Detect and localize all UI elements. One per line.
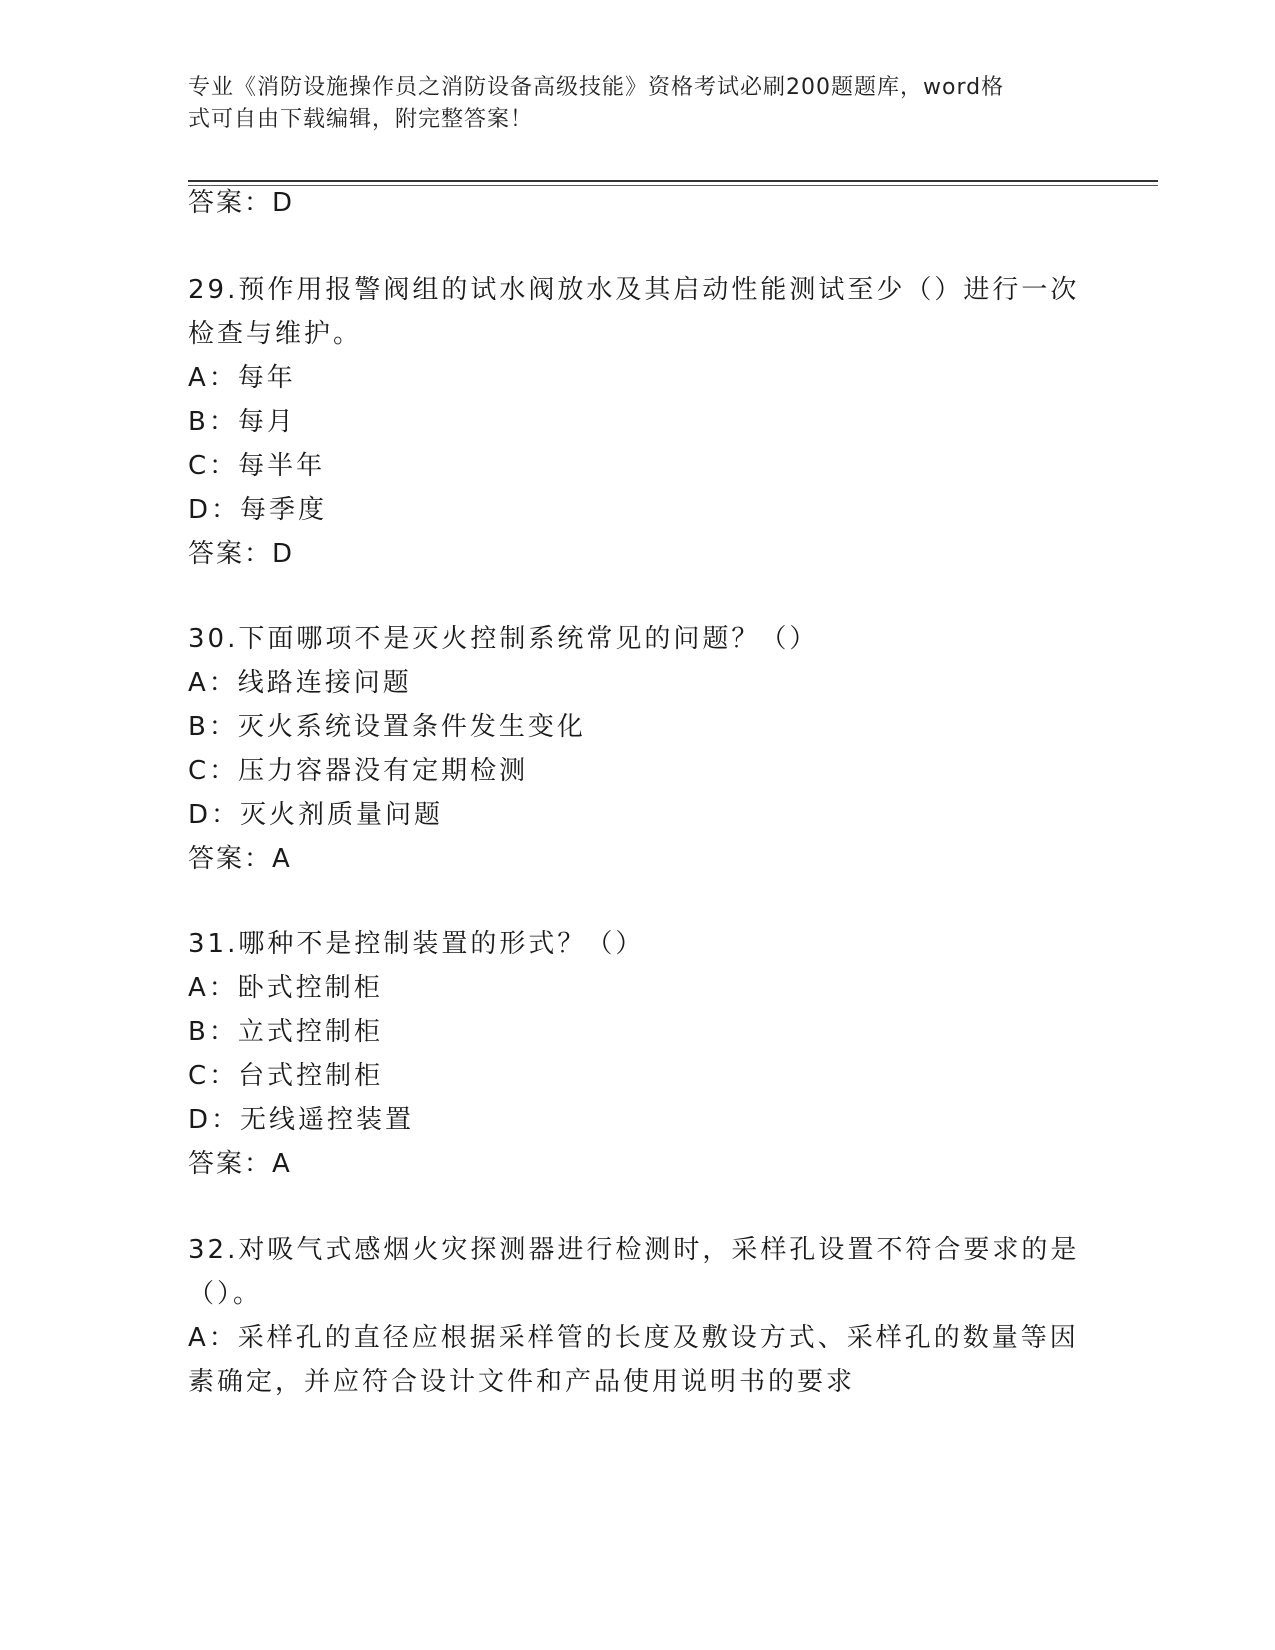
question-stem-continued: 检查与维护。	[188, 319, 363, 349]
option-a: A：每年	[188, 363, 296, 393]
question-stem: 32.对吸气式感烟火灾探测器进行检测时，采样孔设置不符合要求的是	[188, 1235, 1080, 1265]
option-a-continued: 素确定，并应符合设计文件和产品使用说明书的要求	[188, 1367, 856, 1397]
option-c: C：压力容器没有定期检测	[188, 756, 529, 786]
option-b: B：每月	[188, 407, 296, 437]
option-b: B：立式控制柜	[188, 1017, 383, 1047]
header-divider-thin	[188, 185, 1158, 186]
option-d: D：无线遥控装置	[188, 1105, 415, 1135]
option-a: A：卧式控制柜	[188, 973, 383, 1003]
header-line-2: 式可自由下载编辑，附完整答案！	[188, 107, 534, 132]
question-stem: 29.预作用报警阀组的试水阀放水及其启动性能测试至少（）进行一次	[188, 275, 1080, 305]
option-c: C：每半年	[188, 451, 326, 481]
option-d: D：灭火剂质量问题	[188, 800, 444, 830]
header-divider-thick	[188, 180, 1158, 182]
question-stem: 31.哪种不是控制装置的形式？（）	[188, 929, 645, 959]
answer-line: 答案：D	[188, 188, 295, 218]
answer-line: 答案：A	[188, 1149, 292, 1179]
question-stem: 30.下面哪项不是灭火控制系统常见的问题？（）	[188, 624, 819, 654]
header-line-1: 专业《消防设施操作员之消防设备高级技能》资格考试必刷200题题库，word格	[188, 75, 1005, 100]
document-header	[188, 72, 1088, 136]
option-c: C：台式控制柜	[188, 1061, 384, 1091]
option-d: D：每季度	[188, 495, 328, 525]
question-stem-continued: （）。	[188, 1279, 263, 1309]
option-a: A：采样孔的直径应根据采样管的长度及敷设方式、采样孔的数量等因	[188, 1323, 1079, 1353]
option-a: A：线路连接问题	[188, 668, 412, 698]
option-b: B：灭火系统设置条件发生变化	[188, 712, 586, 742]
answer-line: 答案：D	[188, 539, 295, 569]
answer-line: 答案：A	[188, 844, 292, 874]
